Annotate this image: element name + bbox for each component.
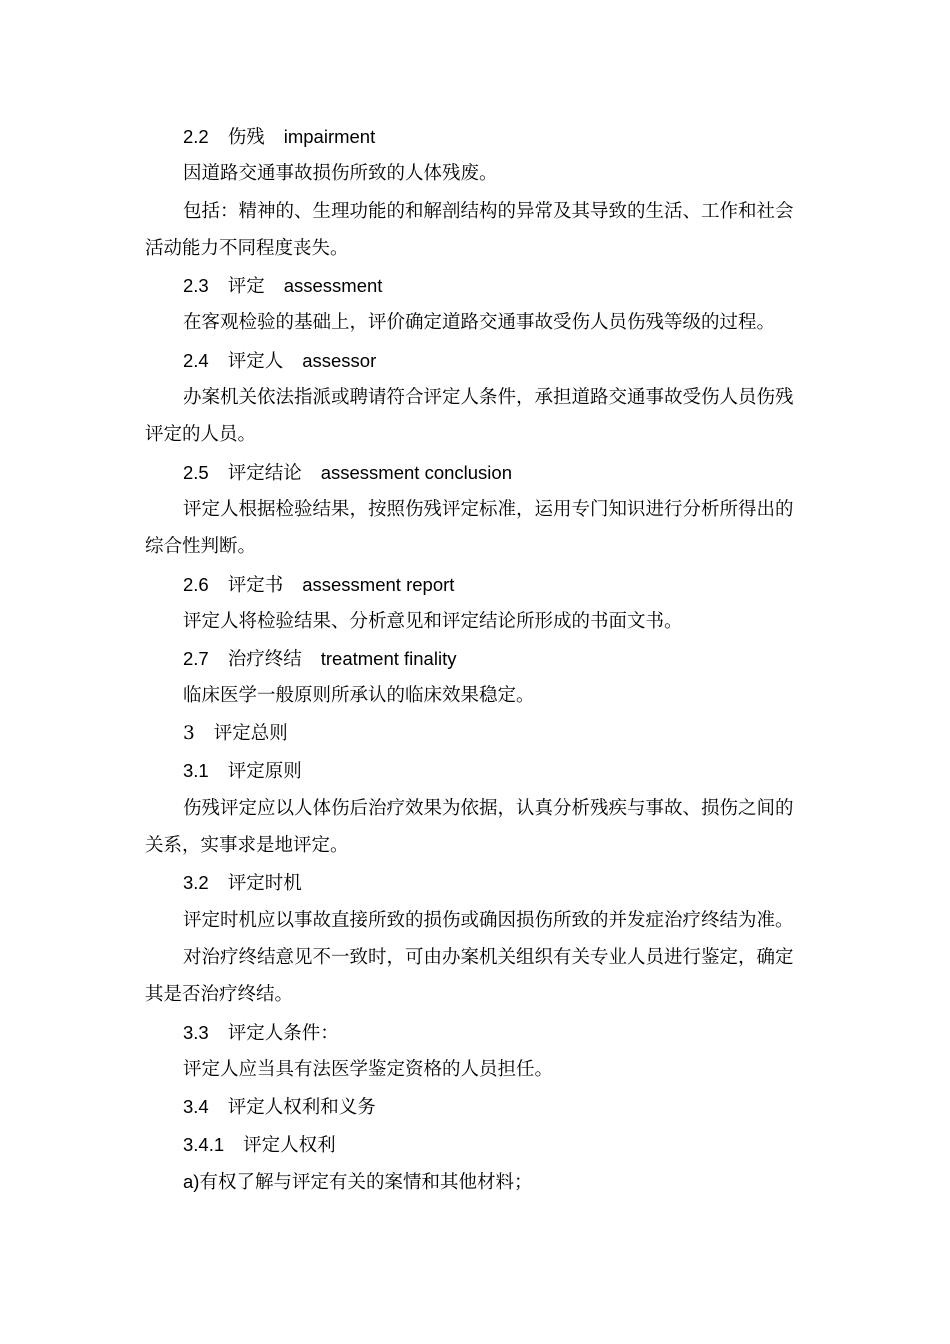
section-number: 2.4	[183, 350, 209, 371]
paragraph: 临床医学一般原则所承认的临床效果稳定。	[183, 685, 535, 706]
section-title: 评定	[227, 276, 265, 297]
section-heading-2-7	[0, 645, 950, 673]
paragraph: 评定人将检验结果、分析意见和评定结论所形成的书面文书。	[183, 611, 683, 632]
section-number: 3.4	[183, 1096, 209, 1117]
section-title: 评定人	[227, 351, 284, 372]
section-heading-2-2	[0, 123, 950, 151]
section-title: 评定总则	[213, 723, 288, 744]
paragraph-line: 伤残评定应以人体伤后治疗效果为依据，认真分析残疾与事故、损伤之间的	[183, 798, 794, 819]
paragraph-line: 综合性判断。	[145, 536, 257, 557]
list-item-text: 有权了解与评定有关的案情和其他材料；	[199, 1172, 533, 1193]
section-title: 治疗终结	[227, 649, 302, 670]
section-title: 评定时机	[227, 873, 302, 894]
section-title: 评定书	[227, 575, 284, 596]
section-heading-3-4-1	[0, 1131, 950, 1159]
paragraph-line: 办案机关依法指派或聘请符合评定人条件，承担道路交通事故受伤人员伤残	[183, 387, 794, 408]
section-number: 2.7	[183, 648, 209, 669]
section-title: 评定人权利和义务	[227, 1097, 376, 1118]
section-number: 3.4.1	[183, 1134, 225, 1155]
paragraph: 因道路交通事故损伤所致的人体残废。	[183, 163, 498, 184]
section-title: 评定结论	[227, 463, 302, 484]
paragraph: 评定人应当具有法医学鉴定资格的人员担任。	[183, 1059, 554, 1080]
section-heading-2-6	[0, 571, 950, 599]
section-heading-3	[0, 720, 950, 748]
section-number: 2.5	[183, 462, 209, 483]
section-title-english: assessment report	[302, 574, 455, 595]
section-heading-3-4	[0, 1093, 950, 1121]
paragraph-line: 关系，实事求是地评定。	[145, 835, 349, 856]
section-title-english: assessor	[302, 350, 377, 371]
section-number: 3	[183, 723, 195, 744]
paragraph-line: 评定人根据检验结果，按照伤残评定标准，运用专门知识进行分析所得出的	[183, 499, 794, 520]
section-heading-2-5	[0, 459, 950, 487]
list-item	[0, 1168, 950, 1196]
paragraph-line: 其是否治疗终结。	[145, 984, 294, 1005]
section-number: 3.1	[183, 760, 209, 781]
paragraph-line: 包括：精神的、生理功能的和解剖结构的异常及其导致的生活、工作和社会	[183, 201, 794, 222]
paragraph-line: 活动能力不同程度丧失。	[145, 238, 349, 259]
section-number: 2.2	[183, 126, 209, 147]
paragraph: 在客观检验的基础上，评价确定道路交通事故受伤人员伤残等级的过程。	[183, 312, 776, 333]
paragraph-line: 对治疗终结意见不一致时，可由办案机关组织有关专业人员进行鉴定，确定	[183, 947, 794, 968]
section-title: 评定原则	[227, 761, 302, 782]
section-heading-3-3	[0, 1019, 950, 1047]
section-number: 3.2	[183, 872, 209, 893]
section-title: 评定人条件：	[227, 1023, 339, 1044]
section-number: 2.3	[183, 275, 209, 296]
section-number: 2.6	[183, 574, 209, 595]
section-heading-3-1	[0, 757, 950, 785]
list-item-label: a)	[183, 1171, 200, 1192]
section-heading-2-3	[0, 272, 950, 300]
section-title: 评定人权利	[243, 1135, 336, 1156]
section-title: 伤残	[227, 127, 265, 148]
section-heading-3-2	[0, 869, 950, 897]
section-number: 3.3	[183, 1022, 209, 1043]
section-heading-2-4	[0, 347, 950, 375]
section-title-english: treatment finality	[320, 648, 457, 669]
paragraph-line: 评定的人员。	[145, 424, 257, 445]
paragraph: 评定时机应以事故直接所致的损伤或确因损伤所致的并发症治疗终结为准。	[183, 910, 794, 931]
section-title-english: assessment	[283, 275, 383, 296]
section-title-english: assessment conclusion	[320, 462, 512, 483]
section-title-english: impairment	[283, 126, 376, 147]
